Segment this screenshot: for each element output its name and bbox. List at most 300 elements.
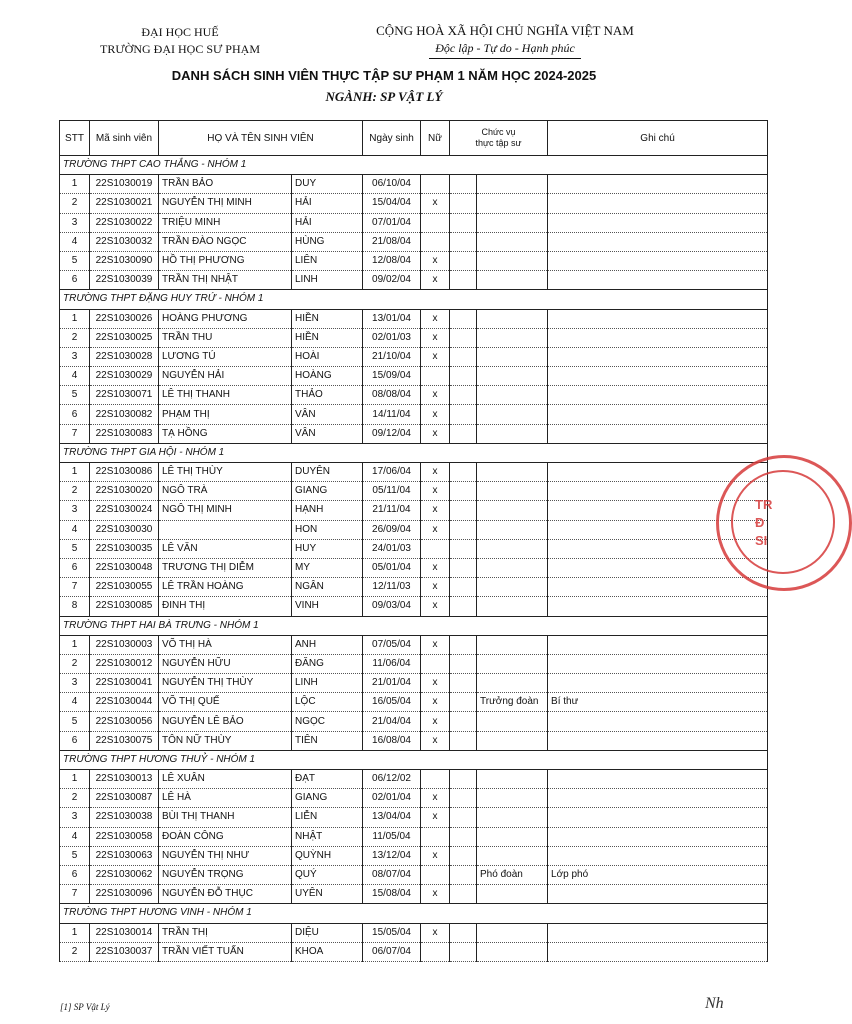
group-title: TRƯỜNG THPT HƯƠNG VINH - NHÓM 1 bbox=[60, 904, 768, 923]
cell-female: x bbox=[421, 674, 450, 693]
cell-role bbox=[477, 175, 548, 194]
cell-female: x bbox=[421, 405, 450, 424]
cell-first-name: VINH bbox=[292, 597, 363, 616]
cell-role bbox=[477, 251, 548, 270]
table-row bbox=[60, 347, 768, 366]
cell-stt: 4 bbox=[60, 367, 90, 386]
cell-first-name: HON bbox=[292, 520, 363, 539]
cell-note bbox=[548, 827, 768, 846]
cell-stt: 2 bbox=[60, 654, 90, 673]
document-title: DANH SÁCH SINH VIÊN THỰC TẬP SƯ PHẠM 1 NĂM HỌC 2024-2025 bbox=[171, 68, 597, 83]
cell-stt: 4 bbox=[60, 827, 90, 846]
cell-dob: 05/01/04 bbox=[363, 558, 421, 577]
table-row bbox=[60, 674, 768, 693]
cell-spacer bbox=[450, 424, 477, 443]
cell-spacer bbox=[450, 194, 477, 213]
cell-first-name: TIÊN bbox=[292, 731, 363, 750]
cell-spacer bbox=[450, 923, 477, 942]
cell-female: x bbox=[421, 923, 450, 942]
col-header-note: Ghi chú bbox=[548, 121, 768, 156]
table-row bbox=[60, 501, 768, 520]
col-header-role-line2: thực tập sư bbox=[475, 138, 522, 148]
cell-role bbox=[477, 539, 548, 558]
cell-role bbox=[477, 789, 548, 808]
cell-stt: 6 bbox=[60, 405, 90, 424]
cell-stt: 7 bbox=[60, 578, 90, 597]
cell-note bbox=[548, 674, 768, 693]
cell-last-name: PHẠM THỊ bbox=[159, 405, 292, 424]
table-row bbox=[60, 693, 768, 712]
cell-note bbox=[548, 731, 768, 750]
cell-role bbox=[477, 597, 548, 616]
cell-stt: 3 bbox=[60, 501, 90, 520]
cell-female: x bbox=[421, 789, 450, 808]
cell-stt: 3 bbox=[60, 808, 90, 827]
cell-spacer bbox=[450, 942, 477, 961]
group-header-row bbox=[60, 443, 768, 462]
cell-dob: 11/06/04 bbox=[363, 654, 421, 673]
cell-female: x bbox=[421, 463, 450, 482]
cell-stt: 3 bbox=[60, 674, 90, 693]
cell-id: 22S1030086 bbox=[90, 463, 159, 482]
cell-spacer bbox=[450, 693, 477, 712]
group-header-row bbox=[60, 750, 768, 769]
cell-note bbox=[548, 923, 768, 942]
cell-id: 22S1030003 bbox=[90, 635, 159, 654]
table-row bbox=[60, 635, 768, 654]
cell-id: 22S1030082 bbox=[90, 405, 159, 424]
cell-last-name: NGUYỄN THỊ THÙY bbox=[159, 674, 292, 693]
cell-stt: 8 bbox=[60, 597, 90, 616]
cell-dob: 17/06/04 bbox=[363, 463, 421, 482]
cell-dob: 13/04/04 bbox=[363, 808, 421, 827]
table-row bbox=[60, 558, 768, 577]
cell-spacer bbox=[450, 827, 477, 846]
cell-stt: 4 bbox=[60, 232, 90, 251]
cell-last-name: LÊ TRẦN HOÀNG bbox=[159, 578, 292, 597]
cell-note bbox=[548, 271, 768, 290]
table-row bbox=[60, 520, 768, 539]
cell-note bbox=[548, 386, 768, 405]
cell-female: x bbox=[421, 501, 450, 520]
cell-female: x bbox=[421, 885, 450, 904]
table-row bbox=[60, 367, 768, 386]
cell-id: 22S1030021 bbox=[90, 194, 159, 213]
cell-id: 22S1030020 bbox=[90, 482, 159, 501]
cell-role bbox=[477, 271, 548, 290]
table-row bbox=[60, 232, 768, 251]
cell-spacer bbox=[450, 885, 477, 904]
cell-female: x bbox=[421, 808, 450, 827]
cell-first-name: LIỄN bbox=[292, 808, 363, 827]
group-title: TRƯỜNG THPT HƯƠNG THUỶ - NHÓM 1 bbox=[60, 750, 768, 769]
cell-first-name: LIÊN bbox=[292, 251, 363, 270]
national-header bbox=[355, 22, 655, 59]
cell-female: x bbox=[421, 424, 450, 443]
cell-spacer bbox=[450, 463, 477, 482]
cell-dob: 15/09/04 bbox=[363, 367, 421, 386]
cell-dob: 06/12/02 bbox=[363, 770, 421, 789]
cell-spacer bbox=[450, 482, 477, 501]
cell-role bbox=[477, 942, 548, 961]
table-row bbox=[60, 271, 768, 290]
cell-role bbox=[477, 501, 548, 520]
cell-last-name: ĐOÀN CÔNG bbox=[159, 827, 292, 846]
cell-dob: 21/10/04 bbox=[363, 347, 421, 366]
cell-dob: 06/10/04 bbox=[363, 175, 421, 194]
cell-id: 22S1030083 bbox=[90, 424, 159, 443]
cell-id: 22S1030062 bbox=[90, 865, 159, 884]
cell-dob: 26/09/04 bbox=[363, 520, 421, 539]
cell-last-name: TRẦN ĐÀO NGỌC bbox=[159, 232, 292, 251]
table-row bbox=[60, 463, 768, 482]
cell-stt: 5 bbox=[60, 712, 90, 731]
table-row bbox=[60, 712, 768, 731]
cell-last-name: NGÔ TRÀ bbox=[159, 482, 292, 501]
cell-female: x bbox=[421, 597, 450, 616]
cell-spacer bbox=[450, 309, 477, 328]
cell-note bbox=[548, 424, 768, 443]
cell-stt: 2 bbox=[60, 942, 90, 961]
cell-note bbox=[548, 578, 768, 597]
cell-last-name: NGUYỄN THỊ NHƯ bbox=[159, 846, 292, 865]
cell-note bbox=[548, 885, 768, 904]
table-row bbox=[60, 654, 768, 673]
seal-text-line1: TR bbox=[755, 497, 773, 512]
cell-last-name: TRẦN BẢO bbox=[159, 175, 292, 194]
cell-id: 22S1030090 bbox=[90, 251, 159, 270]
cell-stt: 1 bbox=[60, 175, 90, 194]
cell-first-name: QUỲNH bbox=[292, 846, 363, 865]
cell-first-name: HÙNG bbox=[292, 232, 363, 251]
national-motto: Độc lập - Tự do - Hạnh phúc bbox=[429, 40, 581, 59]
cell-note bbox=[548, 597, 768, 616]
cell-role bbox=[477, 213, 548, 232]
table-row bbox=[60, 328, 768, 347]
cell-role bbox=[477, 808, 548, 827]
cell-note bbox=[548, 405, 768, 424]
cell-note bbox=[548, 789, 768, 808]
cell-first-name: NGỌC bbox=[292, 712, 363, 731]
cell-note bbox=[548, 808, 768, 827]
cell-dob: 15/04/04 bbox=[363, 194, 421, 213]
cell-female bbox=[421, 175, 450, 194]
cell-role bbox=[477, 846, 548, 865]
cell-last-name: BÙI THỊ THANH bbox=[159, 808, 292, 827]
table-row bbox=[60, 405, 768, 424]
cell-last-name: NGÔ THỊ MINH bbox=[159, 501, 292, 520]
cell-first-name: LỘC bbox=[292, 693, 363, 712]
cell-stt: 2 bbox=[60, 789, 90, 808]
cell-first-name: QUÝ bbox=[292, 865, 363, 884]
cell-female: x bbox=[421, 558, 450, 577]
cell-stt: 6 bbox=[60, 558, 90, 577]
cell-female bbox=[421, 827, 450, 846]
cell-first-name: HẢI bbox=[292, 194, 363, 213]
cell-role bbox=[477, 654, 548, 673]
cell-first-name: DUY bbox=[292, 175, 363, 194]
cell-spacer bbox=[450, 386, 477, 405]
cell-female: x bbox=[421, 482, 450, 501]
cell-last-name: ĐINH THỊ bbox=[159, 597, 292, 616]
cell-spacer bbox=[450, 770, 477, 789]
cell-last-name: LƯƠNG TÚ bbox=[159, 347, 292, 366]
cell-dob: 02/01/03 bbox=[363, 328, 421, 347]
cell-female bbox=[421, 865, 450, 884]
cell-dob: 09/12/04 bbox=[363, 424, 421, 443]
cell-stt: 5 bbox=[60, 846, 90, 865]
cell-role bbox=[477, 405, 548, 424]
cell-female: x bbox=[421, 712, 450, 731]
cell-id: 22S1030028 bbox=[90, 347, 159, 366]
cell-id: 22S1030029 bbox=[90, 367, 159, 386]
table-row bbox=[60, 808, 768, 827]
cell-first-name: DUYÊN bbox=[292, 463, 363, 482]
cell-dob: 02/01/04 bbox=[363, 789, 421, 808]
cell-note bbox=[548, 347, 768, 366]
cell-role: Phó đoàn bbox=[477, 865, 548, 884]
col-header-id: Mã sinh viên bbox=[90, 121, 159, 156]
cell-female: x bbox=[421, 635, 450, 654]
cell-dob: 16/08/04 bbox=[363, 731, 421, 750]
cell-id: 22S1030044 bbox=[90, 693, 159, 712]
cell-spacer bbox=[450, 501, 477, 520]
table-row bbox=[60, 175, 768, 194]
cell-spacer bbox=[450, 347, 477, 366]
cell-id: 22S1030026 bbox=[90, 309, 159, 328]
cell-role bbox=[477, 424, 548, 443]
cell-spacer bbox=[450, 597, 477, 616]
cell-female bbox=[421, 770, 450, 789]
group-header-row bbox=[60, 904, 768, 923]
cell-role bbox=[477, 770, 548, 789]
cell-last-name: LÊ HÀ bbox=[159, 789, 292, 808]
cell-id: 22S1030048 bbox=[90, 558, 159, 577]
cell-first-name: HIỀN bbox=[292, 309, 363, 328]
cell-dob: 13/01/04 bbox=[363, 309, 421, 328]
table-row bbox=[60, 597, 768, 616]
cell-first-name: HẢI bbox=[292, 213, 363, 232]
table-row bbox=[60, 885, 768, 904]
cell-id: 22S1030019 bbox=[90, 175, 159, 194]
seal-text-line2: Đ bbox=[755, 515, 765, 530]
cell-first-name: NGÂN bbox=[292, 578, 363, 597]
cell-id: 22S1030075 bbox=[90, 731, 159, 750]
cell-note bbox=[548, 251, 768, 270]
cell-first-name: ĐĂNG bbox=[292, 654, 363, 673]
cell-spacer bbox=[450, 635, 477, 654]
cell-dob: 07/05/04 bbox=[363, 635, 421, 654]
cell-spacer bbox=[450, 251, 477, 270]
cell-id: 22S1030039 bbox=[90, 271, 159, 290]
cell-first-name: HẠNH bbox=[292, 501, 363, 520]
cell-dob: 21/01/04 bbox=[363, 674, 421, 693]
cell-female: x bbox=[421, 271, 450, 290]
cell-note bbox=[548, 770, 768, 789]
cell-role bbox=[477, 347, 548, 366]
cell-female: x bbox=[421, 693, 450, 712]
cell-note bbox=[548, 309, 768, 328]
table-row bbox=[60, 309, 768, 328]
cell-stt: 1 bbox=[60, 635, 90, 654]
cell-first-name: HOÀNG bbox=[292, 367, 363, 386]
cell-last-name: NGUYỄN LÊ BẢO bbox=[159, 712, 292, 731]
cell-role bbox=[477, 712, 548, 731]
table-row bbox=[60, 386, 768, 405]
cell-last-name: TRẦN THỊ bbox=[159, 923, 292, 942]
cell-note: Bí thư bbox=[548, 693, 768, 712]
cell-role: Trưởng đoàn bbox=[477, 693, 548, 712]
cell-spacer bbox=[450, 213, 477, 232]
cell-dob: 16/05/04 bbox=[363, 693, 421, 712]
cell-role bbox=[477, 827, 548, 846]
cell-female bbox=[421, 213, 450, 232]
cell-stt: 2 bbox=[60, 194, 90, 213]
cell-dob: 13/12/04 bbox=[363, 846, 421, 865]
cell-role bbox=[477, 232, 548, 251]
cell-first-name: DIỆU bbox=[292, 923, 363, 942]
table-header-row bbox=[60, 121, 768, 156]
cell-dob: 09/03/04 bbox=[363, 597, 421, 616]
cell-dob: 21/04/04 bbox=[363, 712, 421, 731]
country-name: CỘNG HOÀ XÃ HỘI CHỦ NGHĨA VIỆT NAM bbox=[376, 23, 634, 38]
cell-id: 22S1030024 bbox=[90, 501, 159, 520]
cell-id: 22S1030071 bbox=[90, 386, 159, 405]
cell-female: x bbox=[421, 309, 450, 328]
cell-spacer bbox=[450, 328, 477, 347]
cell-stt: 4 bbox=[60, 693, 90, 712]
seal-text-line3: SI bbox=[755, 533, 768, 548]
group-title: TRƯỜNG THPT GIA HỘI - NHÓM 1 bbox=[60, 443, 768, 462]
group-title: TRƯỜNG THPT HAI BÀ TRƯNG - NHÓM 1 bbox=[60, 616, 768, 635]
cell-stt: 1 bbox=[60, 463, 90, 482]
cell-last-name: NGUYỄN HỮU bbox=[159, 654, 292, 673]
cell-spacer bbox=[450, 789, 477, 808]
cell-spacer bbox=[450, 731, 477, 750]
cell-spacer bbox=[450, 712, 477, 731]
group-title: TRƯỜNG THPT CAO THẮNG - NHÓM 1 bbox=[60, 156, 768, 175]
cell-dob: 14/11/04 bbox=[363, 405, 421, 424]
cell-last-name: LÊ THỊ THÙY bbox=[159, 463, 292, 482]
official-seal bbox=[716, 455, 852, 591]
cell-dob: 09/02/04 bbox=[363, 271, 421, 290]
cell-note bbox=[548, 846, 768, 865]
cell-first-name: NHẬT bbox=[292, 827, 363, 846]
faculty-name: TRƯỜNG ĐẠI HỌC SƯ PHẠM bbox=[100, 42, 260, 56]
cell-first-name: ĐẠT bbox=[292, 770, 363, 789]
cell-id: 22S1030022 bbox=[90, 213, 159, 232]
cell-role bbox=[477, 923, 548, 942]
cell-role bbox=[477, 885, 548, 904]
cell-id: 22S1030025 bbox=[90, 328, 159, 347]
cell-spacer bbox=[450, 232, 477, 251]
cell-stt: 1 bbox=[60, 309, 90, 328]
cell-role bbox=[477, 328, 548, 347]
cell-note bbox=[548, 654, 768, 673]
cell-stt: 6 bbox=[60, 271, 90, 290]
cell-female: x bbox=[421, 251, 450, 270]
cell-first-name: KHOA bbox=[292, 942, 363, 961]
cell-spacer bbox=[450, 367, 477, 386]
cell-female: x bbox=[421, 578, 450, 597]
col-header-name: HỌ VÀ TÊN SINH VIÊN bbox=[159, 121, 363, 156]
group-header-row bbox=[60, 290, 768, 309]
group-header-row bbox=[60, 616, 768, 635]
cell-last-name: TRẦN THU bbox=[159, 328, 292, 347]
cell-last-name: TRIỆU MINH bbox=[159, 213, 292, 232]
cell-last-name: LÊ THỊ THANH bbox=[159, 386, 292, 405]
cell-last-name: NGUYỄN THỊ MINH bbox=[159, 194, 292, 213]
cell-stt: 1 bbox=[60, 923, 90, 942]
cell-last-name: TRƯƠNG THỊ DIỄM bbox=[159, 558, 292, 577]
cell-id: 22S1030063 bbox=[90, 846, 159, 865]
col-header-stt: STT bbox=[60, 121, 90, 156]
cell-note: Lớp phó bbox=[548, 865, 768, 884]
cell-id: 22S1030012 bbox=[90, 654, 159, 673]
table-row bbox=[60, 770, 768, 789]
cell-role bbox=[477, 194, 548, 213]
cell-role bbox=[477, 309, 548, 328]
cell-last-name: HỒ THỊ PHƯƠNG bbox=[159, 251, 292, 270]
cell-female: x bbox=[421, 386, 450, 405]
table-row bbox=[60, 865, 768, 884]
cell-dob: 08/07/04 bbox=[363, 865, 421, 884]
cell-dob: 24/01/03 bbox=[363, 539, 421, 558]
cell-last-name: TẠ HỒNG bbox=[159, 424, 292, 443]
cell-female: x bbox=[421, 194, 450, 213]
cell-first-name: HUY bbox=[292, 539, 363, 558]
cell-dob: 15/08/04 bbox=[363, 885, 421, 904]
cell-stt: 6 bbox=[60, 731, 90, 750]
cell-dob: 12/11/03 bbox=[363, 578, 421, 597]
cell-first-name: LINH bbox=[292, 674, 363, 693]
table-row bbox=[60, 251, 768, 270]
cell-last-name: NGUYỄN TRỌNG bbox=[159, 865, 292, 884]
cell-last-name bbox=[159, 520, 292, 539]
cell-female bbox=[421, 539, 450, 558]
cell-role bbox=[477, 674, 548, 693]
cell-stt: 7 bbox=[60, 885, 90, 904]
table-body bbox=[60, 156, 768, 962]
cell-id: 22S1030032 bbox=[90, 232, 159, 251]
col-header-role bbox=[450, 121, 548, 156]
cell-first-name: MY bbox=[292, 558, 363, 577]
cell-female: x bbox=[421, 520, 450, 539]
cell-dob: 08/08/04 bbox=[363, 386, 421, 405]
cell-last-name: TRẦN VIẾT TUẤN bbox=[159, 942, 292, 961]
cell-dob: 07/01/04 bbox=[363, 213, 421, 232]
cell-first-name: HIỀN bbox=[292, 328, 363, 347]
cell-stt: 3 bbox=[60, 213, 90, 232]
cell-id: 22S1030030 bbox=[90, 520, 159, 539]
cell-stt: 4 bbox=[60, 520, 90, 539]
table-row bbox=[60, 213, 768, 232]
cell-last-name: LÊ XUÂN bbox=[159, 770, 292, 789]
cell-first-name: VÂN bbox=[292, 405, 363, 424]
cell-last-name: TÔN NỮ THÙY bbox=[159, 731, 292, 750]
cell-last-name: LÊ VĂN bbox=[159, 539, 292, 558]
cell-role bbox=[477, 386, 548, 405]
cell-note bbox=[548, 367, 768, 386]
cell-first-name: THẢO bbox=[292, 386, 363, 405]
cell-stt: 2 bbox=[60, 328, 90, 347]
issuer-block bbox=[60, 24, 300, 58]
cell-id: 22S1030041 bbox=[90, 674, 159, 693]
document-subtitle: NGÀNH: SP VẬT LÝ bbox=[325, 89, 443, 104]
cell-role bbox=[477, 578, 548, 597]
cell-role bbox=[477, 463, 548, 482]
cell-stt: 7 bbox=[60, 424, 90, 443]
